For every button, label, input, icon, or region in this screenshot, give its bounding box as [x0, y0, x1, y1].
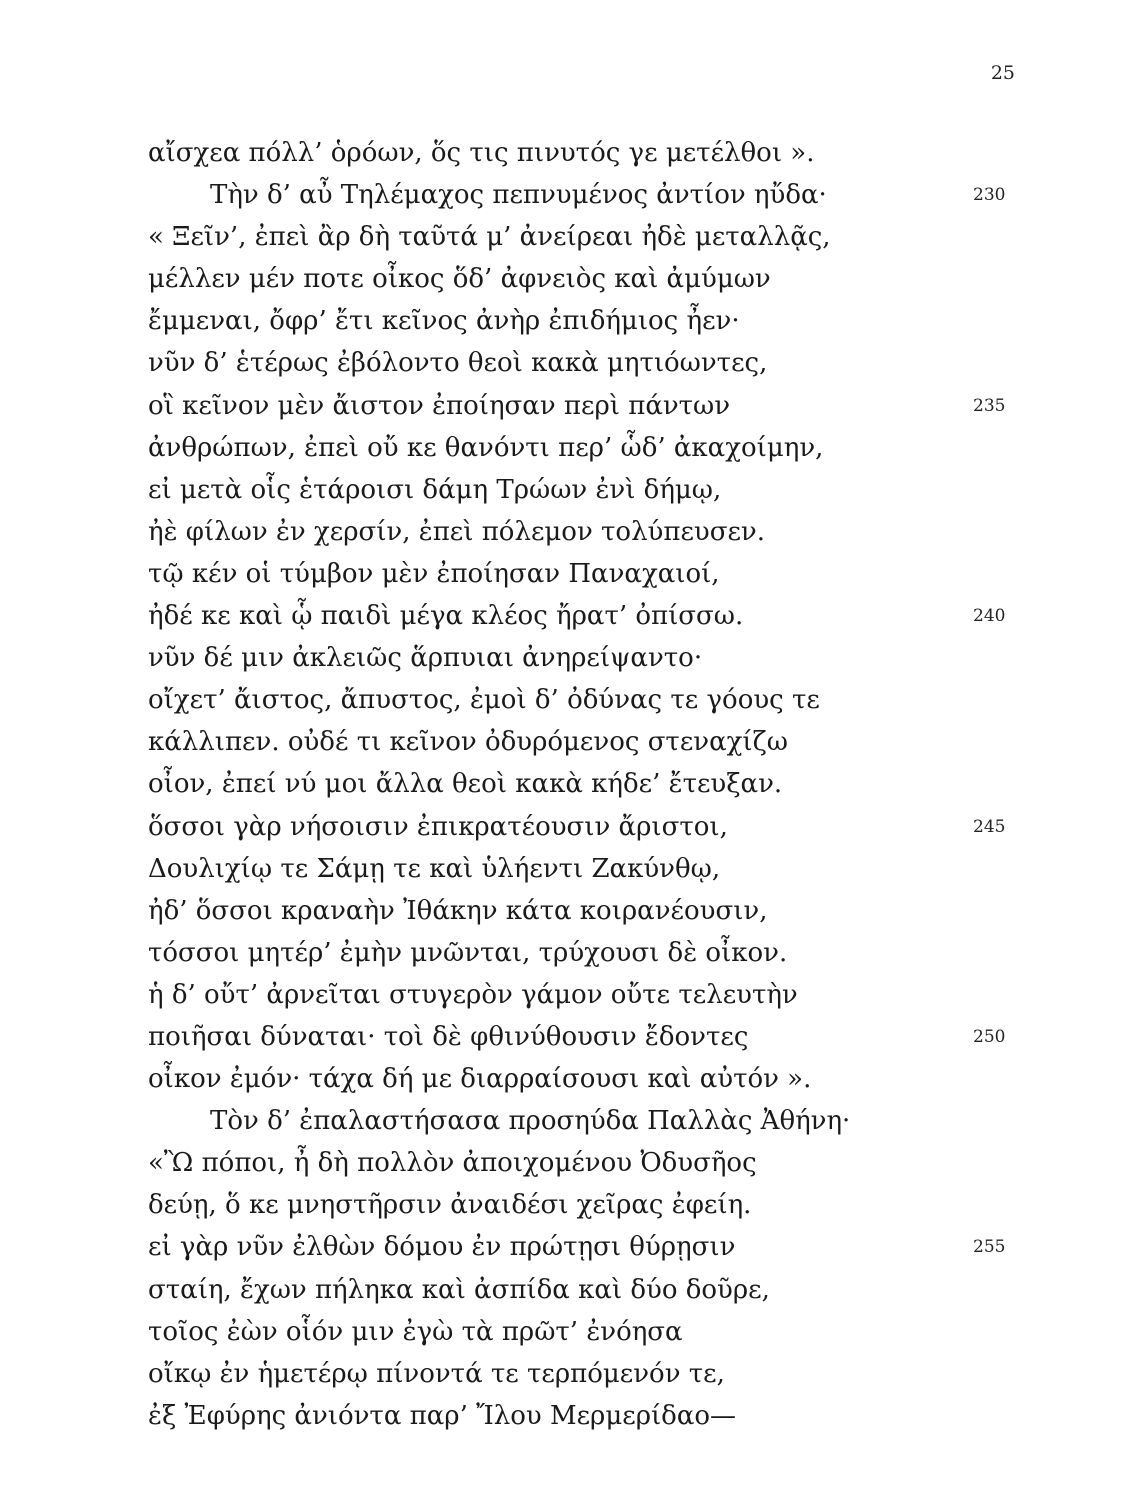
verse-text: «Ὢ πόποι, ἦ δὴ πολλὸν ἀποιχομένου Ὀδυσῆος [148, 1148, 757, 1179]
verse-line [148, 763, 968, 805]
verse-line [148, 300, 968, 342]
verse-text: ποιῆσαι δύναται· τοὶ δὲ φθινύθουσιν ἔδοντες [148, 1021, 749, 1052]
verse-text: « Ξεῖν’, ἐπεὶ ἂρ δὴ ταῦτά μ’ ἀνείρεαι ἠδὲ μεταλλᾷς, [148, 222, 831, 253]
verse-text: τόσσοι μητέρ’ ἐμὴν μνῶνται, τρύχουσι δὲ οἶκον. [148, 937, 788, 968]
verse-text: ἡ δ’ οὔτ’ ἀρνεῖται στυγερὸν γάμον οὔτε τελευτὴν [148, 979, 798, 1010]
verse-text: οἶον, ἐπεί νύ μοι ἄλλα θεοὶ κακὰ κήδε’ ἔτευξαν. [148, 769, 783, 800]
verse-line [148, 553, 968, 595]
verse-text: εἰ μετὰ οἷς ἑτάροισι δάμη Τρώων ἐνὶ δήμῳ, [148, 474, 722, 505]
verse-text: δεύῃ, ὅ κε μνηστῆρσιν ἀναιδέσι χεῖρας ἐφείη. [148, 1190, 752, 1221]
verse-line [148, 679, 968, 721]
verse-text: ἠὲ φίλων ἐν χερσίν, ἐπεὶ πόλεμον τολύπευσεν. [148, 516, 766, 547]
verse-line [148, 174, 1006, 216]
verse-line [148, 1058, 968, 1100]
verse-text: ἀνθρώπων, ἐπεὶ οὔ κε θανόντι περ’ ὧδ’ ἀκαχοίμην, [148, 432, 824, 463]
verse-line [148, 1184, 968, 1226]
verse-line [148, 1016, 1006, 1058]
verse-line [148, 1395, 968, 1437]
verse-line [148, 974, 968, 1016]
verse-text: ἐξ Ἐφύρης ἀνιόντα παρ’ Ἴλου Μερμερίδαο— [148, 1400, 737, 1431]
verse-text: νῦν δ’ ἑτέρως ἐβόλοντο θεοὶ κακὰ μητιόωντες, [148, 348, 768, 379]
verse-text: αἴσχεα πόλλ’ ὁρόων, ὅς τις πινυτός γε μετέλθοι ». [148, 138, 815, 168]
verse-line [148, 469, 968, 511]
verse-text: ἠδέ κε καὶ ᾧ παιδὶ μέγα κλέος ἤρατ’ ὀπίσσω. [148, 601, 744, 632]
verse-line [148, 216, 968, 258]
verse-line [148, 1226, 1006, 1268]
verse-line [148, 890, 968, 932]
verse-line [148, 721, 968, 763]
verse-line [148, 385, 1006, 427]
verse-text: οἴκῳ ἐν ἡμετέρῳ πίνοντά τε τερπόμενόν τε, [148, 1358, 725, 1389]
verse-line [148, 511, 968, 553]
verse-line [148, 427, 968, 469]
line-number: 230 [973, 185, 1006, 206]
verse-text: τοῖος ἐὼν οἷόν μιν ἐγὼ τὰ πρῶτ’ ἐνόησα [148, 1316, 683, 1347]
verse-line [148, 848, 968, 890]
verse-text: κάλλιπεν. οὐδέ τι κεῖνον ὀδυρόμενος στεναχίζω [148, 727, 788, 758]
verse-line [148, 806, 1006, 848]
line-number: 255 [973, 1237, 1006, 1258]
verse-text: Δουλιχίῳ τε Σάμῃ τε καὶ ὑλήεντι Ζακύνθῳ, [148, 853, 721, 884]
verse-text: οἴχετ’ ἄιστος, ἄπυστος, ἐμοὶ δ’ ὀδύνας τε γόους τε [148, 685, 820, 716]
verse-line [148, 1142, 968, 1184]
line-number: 235 [973, 395, 1006, 416]
line-number: 250 [973, 1026, 1006, 1047]
verse-line [148, 637, 968, 679]
line-number: 245 [973, 816, 1006, 837]
verse-text: μέλλεν μέν ποτε οἶκος ὅδ’ ἀφνειὸς καὶ ἀμύμων [148, 264, 771, 295]
verse-text: εἰ γὰρ νῦν ἐλθὼν δόμου ἐν πρώτῃσι θύρῃσιν [148, 1232, 736, 1263]
verse-line [148, 932, 968, 974]
verse-text: ὅσσοι γὰρ νήσοισιν ἐπικρατέουσιν ἄριστοι, [148, 811, 728, 842]
verse-text: οἶκον ἐμόν· τάχα δή με διαρραίσουσι καὶ αὐτόν ». [148, 1064, 812, 1095]
verse-line [148, 342, 968, 384]
verse-text: Τὸν δ’ ἐπαλαστήσασα προσηύδα Παλλὰς Ἀθήνη· [210, 1106, 851, 1137]
verse-line [148, 132, 968, 174]
verse-text: ἔμμεναι, ὄφρ’ ἔτι κεῖνος ἀνὴρ ἐπιδήμιος ἦεν· [148, 306, 740, 337]
line-number: 240 [973, 606, 1006, 627]
verse-text-block [148, 132, 1006, 1437]
verse-text: οἳ κεῖνον μὲν ἄιστον ἐποίησαν περὶ πάντων [148, 390, 731, 421]
verse-text: σταίη, ἔχων πήληκα καὶ ἀσπίδα καὶ δύο δοῦρε, [148, 1274, 770, 1305]
verse-line [148, 1269, 968, 1311]
verse-text: νῦν δέ μιν ἀκλειῶς ἅρπυιαι ἀνηρείψαντο· [148, 643, 703, 674]
verse-text: Τὴν δ’ αὖ Τηλέμαχος πεπνυμένος ἀντίον ηὔδα· [210, 180, 827, 211]
verse-text: τῷ κέν οἱ τύμβον μὲν ἐποίησαν Παναχαιοί, [148, 558, 720, 589]
verse-line [148, 1100, 968, 1142]
page-number: 25 [990, 62, 1015, 84]
verse-line [148, 595, 1006, 637]
verse-line [148, 1311, 968, 1353]
verse-text: ἠδ’ ὅσσοι κραναὴν Ἰθάκην κάτα κοιρανέουσιν, [148, 895, 768, 926]
verse-line [148, 258, 968, 300]
verse-line [148, 1353, 968, 1395]
